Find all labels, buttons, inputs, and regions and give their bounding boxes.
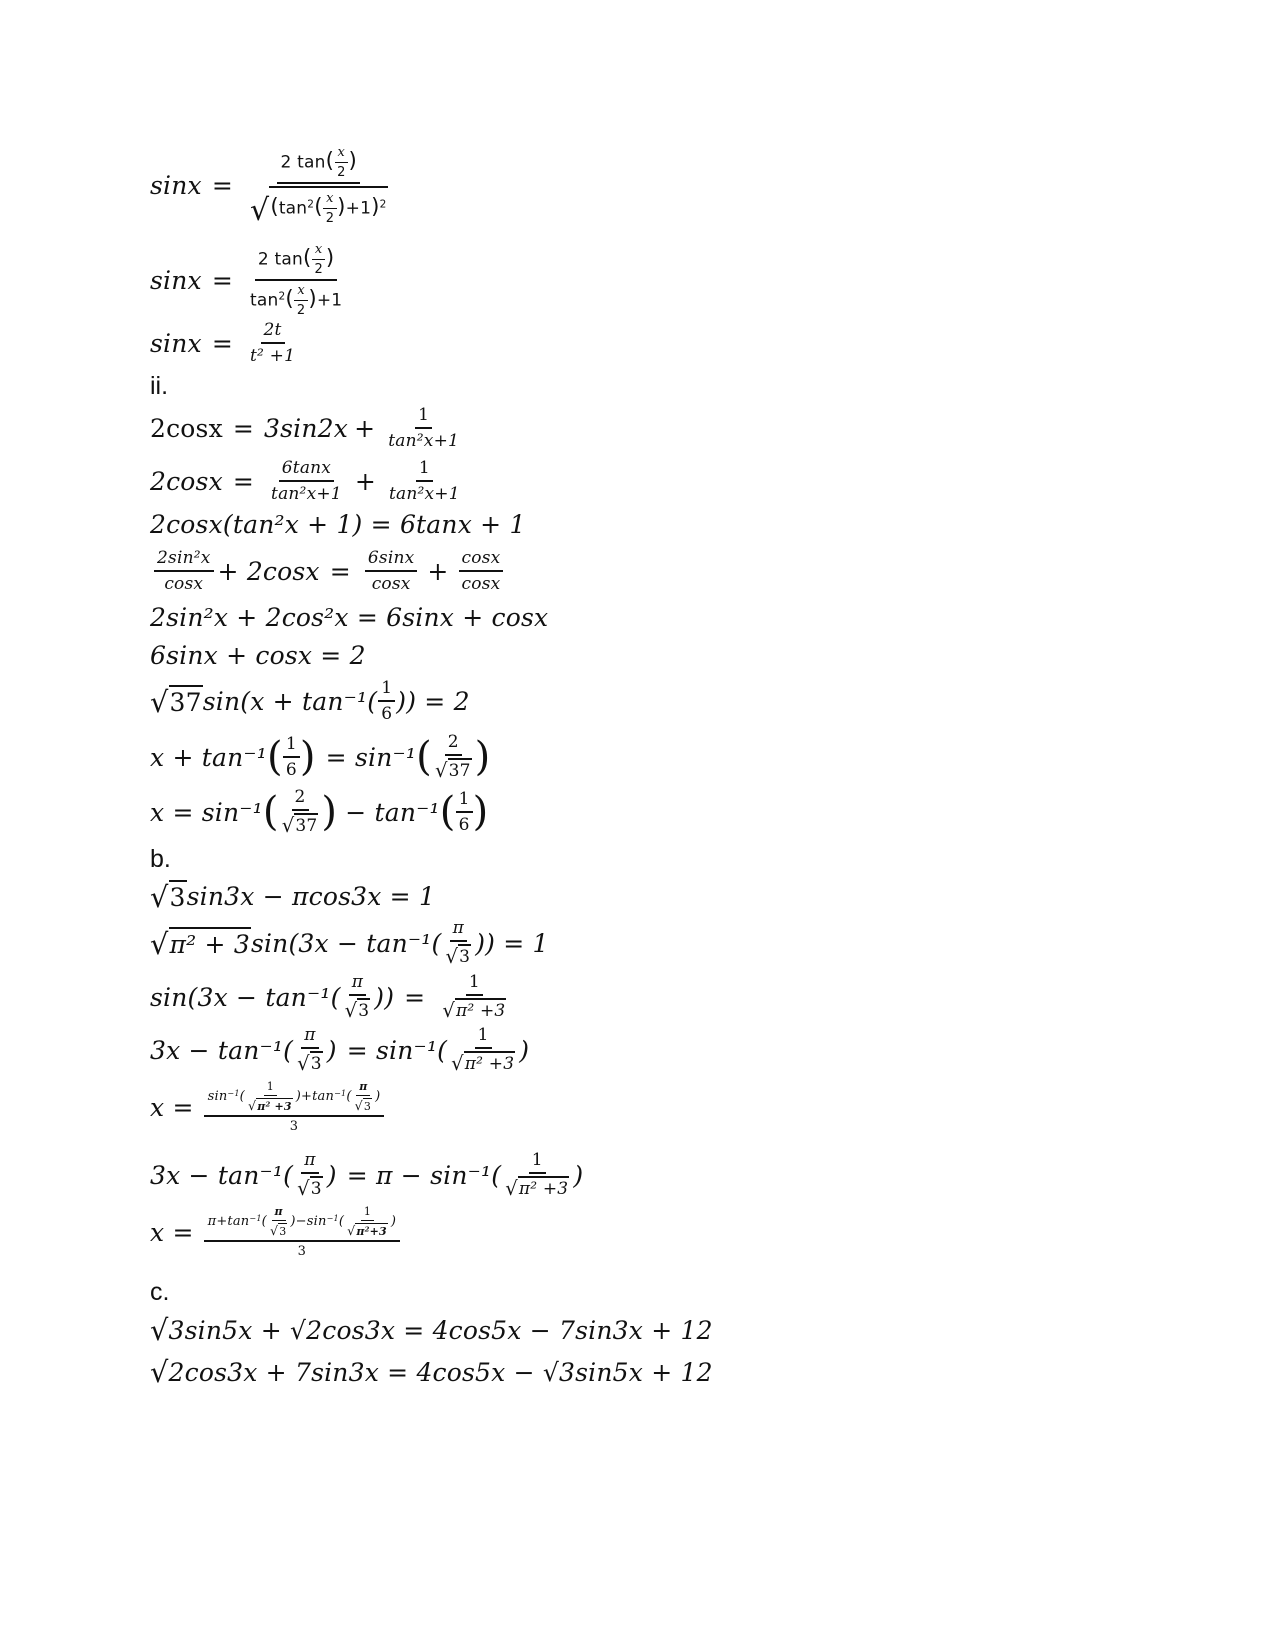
denominator: 6	[285, 760, 297, 781]
numerator: 2	[445, 732, 462, 756]
denominator: 6	[381, 704, 393, 724]
fraction	[459, 548, 504, 594]
term: 3sin5x + √2cos3x = 4cos5x − 7sin3x + 12	[168, 1316, 713, 1345]
numerator: 1	[283, 734, 300, 758]
denominator: 3	[310, 1051, 323, 1074]
term: x = sin⁻¹	[150, 797, 263, 827]
numerator: π	[301, 1150, 318, 1174]
eq-line-9: 6sinx + cosx = 2	[150, 641, 366, 670]
plus: +	[427, 556, 449, 586]
denominator: tan²x+1	[271, 484, 342, 504]
fraction: π √ 3	[297, 1025, 322, 1076]
denominator: 37	[448, 758, 472, 781]
fraction: π √ 3	[344, 972, 370, 1023]
denominator: 3	[289, 1119, 299, 1135]
denominator: 3	[310, 1176, 323, 1199]
radicand: 3	[169, 880, 187, 912]
denominator: √ ($\tan^2$( $\frac{x}{2}$ )+1)$^2$	[247, 184, 391, 226]
eq-line-19	[150, 1205, 404, 1259]
term: = sin⁻¹	[325, 742, 417, 772]
fraction	[204, 1205, 401, 1259]
numerator: 1	[475, 1025, 492, 1049]
plus: +	[354, 413, 376, 443]
square-root: √ 3	[150, 880, 186, 915]
section-label-ii: ii.	[150, 372, 169, 400]
eq-line-6: 2cosx(tan²x + 1) = 6tanx + 1	[150, 510, 526, 539]
eq-line-4	[150, 405, 466, 451]
fraction: 1 √ π² +3	[505, 1150, 569, 1201]
numerator: 2	[292, 787, 309, 811]
numerator: 1	[415, 405, 432, 429]
term: sin(3x − tan⁻¹(	[250, 928, 442, 958]
fraction	[386, 458, 463, 504]
fraction	[204, 1080, 385, 1134]
term: x + tan⁻¹	[150, 742, 268, 772]
denominator: cosx	[461, 574, 501, 594]
eq-line-18	[150, 1150, 583, 1200]
term: ))	[374, 982, 395, 1012]
eq-line-2	[150, 242, 349, 318]
fraction	[247, 242, 345, 318]
equals: =	[211, 265, 233, 295]
fraction	[247, 320, 298, 366]
lhs: sinx	[150, 171, 202, 200]
equals: =	[404, 982, 426, 1012]
fraction: π √ 3	[297, 1150, 322, 1201]
eq-line-16	[150, 1025, 529, 1075]
fraction	[365, 548, 418, 594]
equals: =	[232, 413, 255, 443]
fraction: 1 √ π² +3	[451, 1025, 515, 1076]
term: sin(3x − tan⁻¹(	[150, 982, 341, 1012]
eq-line-20: √ 3sin5x + √2cos3x = 4cos5x − 7sin3x + 12	[150, 1313, 713, 1348]
denominator: π² +3	[518, 1176, 569, 1199]
fraction	[283, 734, 300, 780]
term: )) = 2	[396, 686, 470, 716]
eq-line-10	[150, 678, 470, 724]
term: )	[519, 1035, 530, 1065]
denominator: cosx	[164, 574, 204, 594]
term: sin(x + tan⁻¹(	[202, 686, 378, 716]
term: = π − sin⁻¹(	[346, 1160, 502, 1190]
numerator: π	[301, 1025, 318, 1049]
eq-line-7	[150, 548, 507, 594]
section-label-c: c.	[150, 1278, 170, 1306]
numerator: 2 tan( $\frac{x}{2}$ )	[277, 145, 360, 184]
eq-line-11: x + tan⁻¹ ( $\frac{1}{6}$ ) = sin⁻¹ ( 2 √ 37 )	[150, 732, 491, 783]
numerator: 1	[529, 1150, 546, 1174]
denominator: cosx	[371, 574, 411, 594]
eq-line-1	[150, 145, 395, 226]
denominator: 3	[357, 998, 370, 1021]
eq-line-12: x = sin⁻¹ ( 2 √ 37 ) − tan⁻¹ ( $\frac{1}{6}$ )	[150, 787, 489, 838]
fraction	[154, 548, 214, 594]
term: )	[326, 1160, 337, 1190]
numerator: $\pi+\tan^{-1}$( π √ 3 )$-\sin^{-1}$( 1 √ $\pi^2+3$ )	[204, 1205, 401, 1242]
plus: +	[354, 466, 376, 496]
numerator: 1	[456, 789, 473, 813]
equals: =	[211, 328, 233, 358]
square-root: √ 37	[150, 685, 202, 720]
eq-line-3	[150, 320, 302, 366]
eq-line-14	[150, 918, 549, 968]
equals: =	[232, 466, 255, 496]
lhs: 2cosx	[150, 466, 223, 496]
denominator: $\tan^2$( $\frac{x}{2}$ )+1	[249, 283, 343, 318]
eq-line-13	[150, 880, 436, 915]
numerator: π	[349, 972, 366, 996]
numerator: $\sin^{-1}$( 1 √ $\pi^2 +3$ )$+\tan^{-1}$( π √ 3 )	[204, 1080, 385, 1117]
numerator: 1	[466, 972, 483, 996]
equals: =	[211, 171, 233, 200]
numerator: 2sin²x	[154, 548, 214, 572]
denominator: π² +3	[464, 1051, 515, 1074]
fraction	[456, 789, 473, 835]
square-root: √ π² + 3	[150, 927, 250, 962]
denominator: 3	[458, 944, 471, 967]
lhs: sinx	[150, 265, 202, 295]
fraction: 2 √ 37	[434, 732, 471, 783]
numerator: 2 tan( $\frac{x}{2}$ )	[255, 242, 338, 281]
term: 3x − tan⁻¹(	[150, 1160, 294, 1190]
term: )) = 1	[475, 928, 549, 958]
term: )	[326, 1035, 337, 1065]
eq-line-15	[150, 972, 513, 1022]
lhs: 2cosx	[150, 413, 223, 443]
numerator: 6tanx	[279, 458, 334, 482]
term: )	[573, 1160, 584, 1190]
denominator: tan²x+1	[388, 484, 460, 504]
numerator: 1	[416, 458, 433, 482]
term: 3sin2x	[264, 413, 349, 443]
fraction	[247, 145, 391, 226]
denominator: 3	[297, 1244, 307, 1260]
term: + 2cosx	[217, 556, 320, 586]
fraction: 1 √ π² +3	[442, 972, 506, 1023]
lhs: sinx	[150, 328, 202, 358]
denominator: 37	[294, 813, 318, 836]
term: 2cos3x + 7sin3x = 4cos5x − √3sin5x + 12	[168, 1358, 713, 1387]
section-label-b: b.	[150, 845, 171, 873]
fraction	[385, 405, 462, 451]
numerator: π	[450, 918, 467, 942]
eq-line-17	[150, 1080, 388, 1134]
fraction: π √ 3	[445, 918, 471, 969]
numerator: 2t	[261, 320, 285, 344]
numerator: cosx	[459, 548, 504, 572]
equals: =	[329, 556, 351, 586]
fraction: 2 √ 37	[281, 787, 318, 838]
term: = sin⁻¹(	[346, 1035, 448, 1065]
fraction	[378, 678, 395, 724]
fraction	[268, 458, 345, 504]
radicand: 37	[169, 685, 203, 717]
denominator: t² +1	[249, 346, 296, 366]
denominator: tan²x+1	[388, 431, 460, 451]
eq-line-5	[150, 458, 467, 504]
term: 3x − tan⁻¹(	[150, 1035, 294, 1065]
term: − tan⁻¹	[345, 797, 440, 827]
eq-line-8: 2sin²x + 2cos²x = 6sinx + cosx	[150, 603, 549, 632]
radicand: π² + 3	[169, 927, 251, 959]
lhs: x =	[150, 1217, 194, 1247]
eq-line-21: √ 2cos3x + 7sin3x = 4cos5x − √3sin5x + 12	[150, 1355, 713, 1390]
denominator: 6	[458, 815, 470, 836]
lhs: x =	[150, 1092, 194, 1122]
denominator: π² +3	[455, 998, 506, 1021]
numerator: 6sinx	[365, 548, 418, 572]
term: sin3x − πcos3x = 1	[186, 881, 436, 911]
numerator: 1	[378, 678, 395, 702]
